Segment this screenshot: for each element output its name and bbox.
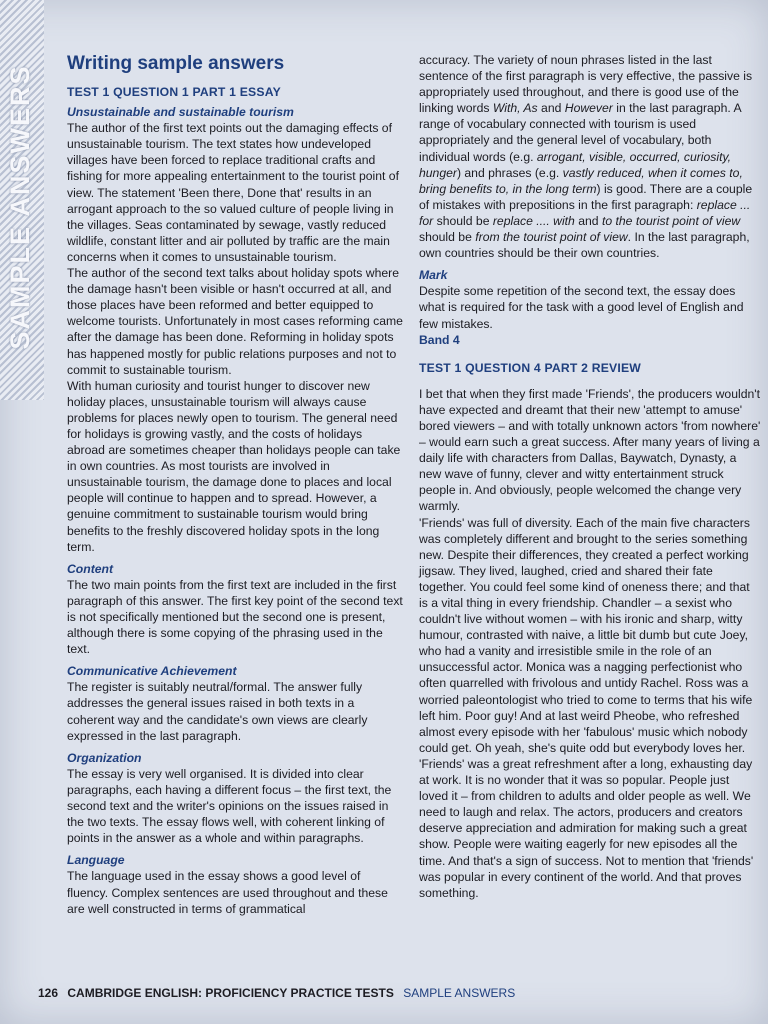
essay-paragraph: With human curiosity and tourist hunger to discover new holiday places, unsustainable tourism will always cause problems for places newly open to tourism. The general need for holidays is growing vastly, and the costs of holidays abroad are sometimes cheaper than holidays people can take in own countries. As most tourists are involved in unsustainable tourism, the damage done to places and local people will continue to happen and to spread. However, a genuine commitment to sustainable tourism would bring benefits to the freshly discovered holiday spots in the long term. xyxy=(67,378,401,554)
organization-text: The essay is very well organised. It is divided into clear paragraphs, each having a different focus – the first text, the second text and the writer's opinions on the issues raised in the two texts. The essay flows well, with coherent linking of points in the answer as a whole and within paragraphs. xyxy=(67,766,392,846)
communicative-heading: Communicative Achievement xyxy=(67,664,237,679)
language-heading: Language xyxy=(67,853,125,868)
side-band xyxy=(0,0,44,400)
question-4-heading: TEST 1 QUESTION 4 PART 2 REVIEW xyxy=(419,360,641,375)
mark-heading: Mark xyxy=(419,268,448,283)
language-text-continued: accuracy. The variety of noun phrases listed in the last sentence of the first paragraph is very effective, the passive is appropriately used throughout, and there is good use of the linking words With, As and However in the last paragraph. A range of vocabulary connected with tourism is used appropriately and the general level of vocabulary, both individual words (e.g. arrogant, visible, occurred, curiosity, hunger) and phrases (e.g. vastly reduced, when it comes to, bring benefits to, in the long term) is good. There are a couple of mistakes with prepositions in the first paragraph: replace ... for should be replace .... with and to the tourist point of view should be from the tourist point of view. In the last paragraph, own countries should be their own countries. xyxy=(419,53,753,261)
essay-title: Unsustainable and sustainable tourism xyxy=(67,105,294,120)
review-paragraph: I bet that when they first made 'Friends', the producers wouldn't have expected and dreamt that their new 'attempt to amuse' bored viewers – and with totally unknown actors 'from nowhere' – would earn such a great success. After many years of living a daily life with characters from Dallas, Baywatch, Dynasty, a new wave of funny, clever and witty entertainment struck people in. And obviously, people welcomed the change very warmly. xyxy=(419,386,761,514)
content-text: The two main points from the first text are included in the first paragraph of this answer. The first key point of the second text is not specifically mentioned but the second one is present, although there is some copying of the phrasing used in the text. xyxy=(67,577,403,657)
organization-heading: Organization xyxy=(67,750,142,765)
essay-paragraph: The author of the second text talks about holiday spots where the damage hasn't been visible or hasn't occurred at all, and those places have been reformed and better equipped to welcome tourists. Unfortunately in most cases reforming came after the damage has been done. Reforming in holiday spots has happened mostly for public relations purposes and not to commit to sustainable tourism. xyxy=(67,266,403,377)
band-score: Band 4 xyxy=(419,332,460,347)
side-band-label: SAMPLE ANSWERS xyxy=(5,64,35,350)
essay-paragraph: The author of the first text points out the damaging effects of unsustainable tourism. The text states how undeveloped villages have been forced to replace traditional crafts and fishing for more appealing entertainment to the tourist point of view. The statement 'Been there, Done that' results in an arrogant approach to the so valued culture of people living in the villages. Seas contaminated by sewage, vastly reduced wildlife, constant litter and air polluted by traffic are the main concerns when it comes to unsustainable tourism. xyxy=(67,121,399,264)
review-paragraph: 'Friends' was full of diversity. Each of the main five characters was completely different and brought to the series something new. Despite their differences, they created a perfect working jigsaw. They lived, laughed, cried and shared their fate together. You could feel some kind of oneness there; and that is a vital thing in every friendship. Chandler – a sexist who couldn't live without women – with his ironic and sharp, witty humour, contrasted with naive, a little bit dumb but cute Joey, who had a vanity and irresistible smile in the role of an unsuccessful actor. Monica was a nagging perfectionist who often quarrelled with frivolous and untidy Rachel. Ross was a worried paleontologist who tried to come to terms that his wife left him. Poor guy! And at last weird Pheobe, who refreshed almost every episode with her 'fabulous' music which nobody could get. Oh yeah, she's quite odd but everybody loves her. xyxy=(419,515,753,755)
question-heading: TEST 1 QUESTION 1 PART 1 ESSAY xyxy=(67,85,281,99)
book-title: CAMBRIDGE ENGLISH: PROFICIENCY PRACTICE TESTS xyxy=(67,986,394,1000)
language-text: The language used in the essay shows a good level of fluency. Complex sentences are used throughout and these are well constructed in terms of grammatical xyxy=(67,869,388,916)
right-column xyxy=(419,52,761,901)
mark-text: Despite some repetition of the second text, the essay does what is required for the task with a good level of English and few mistakes. xyxy=(419,284,744,331)
page-footer xyxy=(38,986,521,1000)
review-paragraph: 'Friends' was a great refreshment after a long, exhausting day at work. It is no wonder that it was so popular. People just loved it – from children to adults and older people as well. We need to laugh and relax. The actors, producers and creators deserve appreciation and admiration for making such a great show. People were waiting eagerly for new episodes all the time. And that's a sign of success. Not to mention that 'friends' was popular in every continent of the world. And that proves something. xyxy=(419,756,754,900)
communicative-text: The register is suitably neutral/formal. The answer fully addresses the general issues raised in both texts in a coherent way and the candidate's own views are clearly expressed in the last paragraph. xyxy=(67,680,368,743)
page-title: Writing sample answers xyxy=(67,53,285,74)
content-heading: Content xyxy=(67,561,114,576)
left-column xyxy=(67,52,403,917)
page-number: 126 xyxy=(38,986,59,1000)
section-name: SAMPLE ANSWERS xyxy=(403,986,516,1000)
